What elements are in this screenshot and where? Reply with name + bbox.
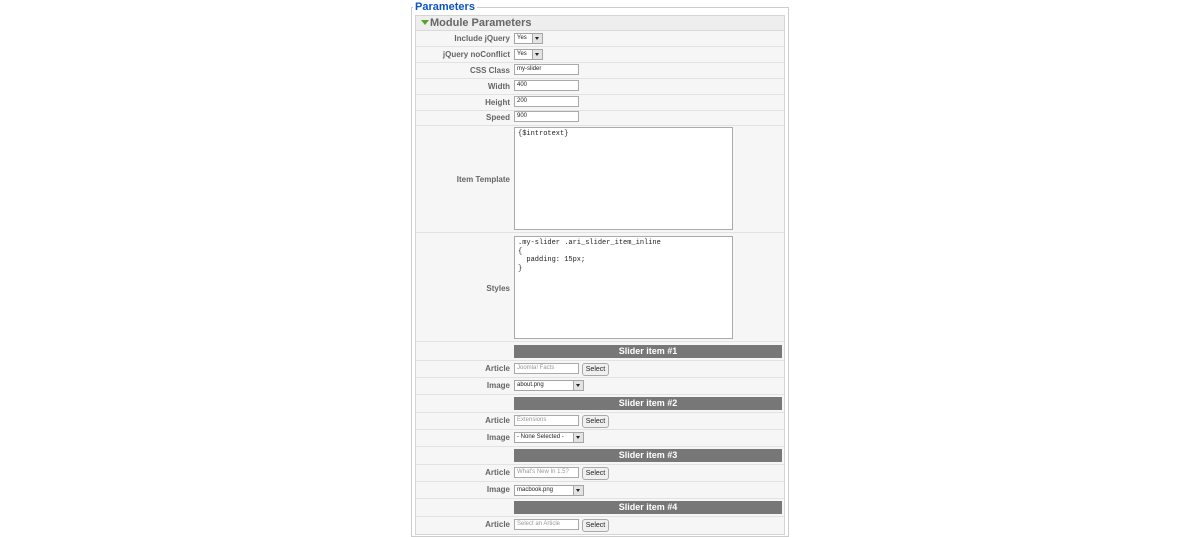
speed-label: Speed <box>485 113 510 122</box>
slider-item-1-image-select[interactable] <box>514 380 584 391</box>
slider-item-3-title: Slider item #3 <box>514 449 782 462</box>
css-class-input[interactable]: my-slider <box>514 64 579 75</box>
param-row-width <box>416 79 784 95</box>
param-row-include-jquery <box>416 31 784 47</box>
height-input[interactable]: 200 <box>514 96 579 107</box>
jquery-noconflict-select[interactable] <box>514 49 543 60</box>
slider-item-2-select-button[interactable]: Select <box>582 415 609 428</box>
param-row-height <box>416 95 784 111</box>
slider-item-1-select-button[interactable]: Select <box>582 363 609 376</box>
include-jquery-label: Include jQuery <box>454 34 510 43</box>
article-label: Article <box>485 364 510 373</box>
slider-item-1-title: Slider item #1 <box>514 345 782 358</box>
slider-item-4-article-input[interactable]: Select an Article <box>514 519 579 530</box>
panel-title: Module Parameters <box>430 17 532 29</box>
param-row-jquery-noconflict <box>416 47 784 63</box>
height-label: Height <box>485 98 510 107</box>
styles-textarea[interactable]: .my-slider .ari_slider_item_inline { padding: 15px; } <box>514 236 733 339</box>
speed-input[interactable]: 900 <box>514 111 579 122</box>
css-class-label: CSS Class <box>469 66 510 75</box>
article-label: Article <box>485 520 510 529</box>
slider-item-3-image-select[interactable] <box>514 485 584 496</box>
width-input[interactable]: 400 <box>514 80 579 91</box>
slider-item-1-article-input[interactable]: Joomla! Facts <box>514 363 579 374</box>
slider-item-1-image-row <box>416 378 784 395</box>
slider-item-3-select-button[interactable]: Select <box>582 467 609 480</box>
param-row-speed <box>416 111 784 126</box>
slider-item-2-title: Slider item #2 <box>514 397 782 410</box>
chevron-down-icon[interactable] <box>573 381 583 390</box>
chevron-down-icon[interactable] <box>573 433 583 442</box>
module-parameters-header[interactable] <box>416 16 784 31</box>
article-label: Article <box>485 416 510 425</box>
slider-item-3-image-row <box>416 482 784 499</box>
slider-item-4-title: Slider item #4 <box>514 501 782 514</box>
slider-item-1-image-value: about.png <box>517 382 544 388</box>
include-jquery-select[interactable] <box>514 33 543 44</box>
article-label: Article <box>485 468 510 477</box>
parameters-legend: Parameters <box>415 1 475 13</box>
expand-triangle-icon <box>421 20 429 25</box>
slider-item-2-image-select[interactable] <box>514 432 584 443</box>
chevron-down-icon[interactable] <box>573 486 583 495</box>
image-label: Image <box>486 381 510 390</box>
item-template-textarea[interactable]: {$introtext} <box>514 127 733 230</box>
width-label: Width <box>487 82 510 91</box>
chevron-down-icon[interactable] <box>532 50 542 59</box>
chevron-down-icon[interactable] <box>532 34 542 43</box>
jquery-noconflict-value: Yes <box>517 51 527 57</box>
slider-item-2-image-value: - None Selected - <box>517 434 564 440</box>
include-jquery-value: Yes <box>517 35 527 41</box>
styles-label: Styles <box>486 284 510 293</box>
image-label: Image <box>486 485 510 494</box>
image-label: Image <box>486 433 510 442</box>
param-row-css-class <box>416 63 784 79</box>
slider-item-4-select-button[interactable]: Select <box>582 519 609 532</box>
item-template-label: Item Template <box>456 175 510 184</box>
slider-item-3-article-input[interactable]: What's New In 1.5? <box>514 467 579 478</box>
jquery-noconflict-label: jQuery noConflict <box>442 50 510 59</box>
slider-item-2-image-row <box>416 430 784 447</box>
slider-item-3-image-value: macbook.png <box>517 487 554 493</box>
slider-item-2-article-input[interactable]: Extensions <box>514 415 579 426</box>
